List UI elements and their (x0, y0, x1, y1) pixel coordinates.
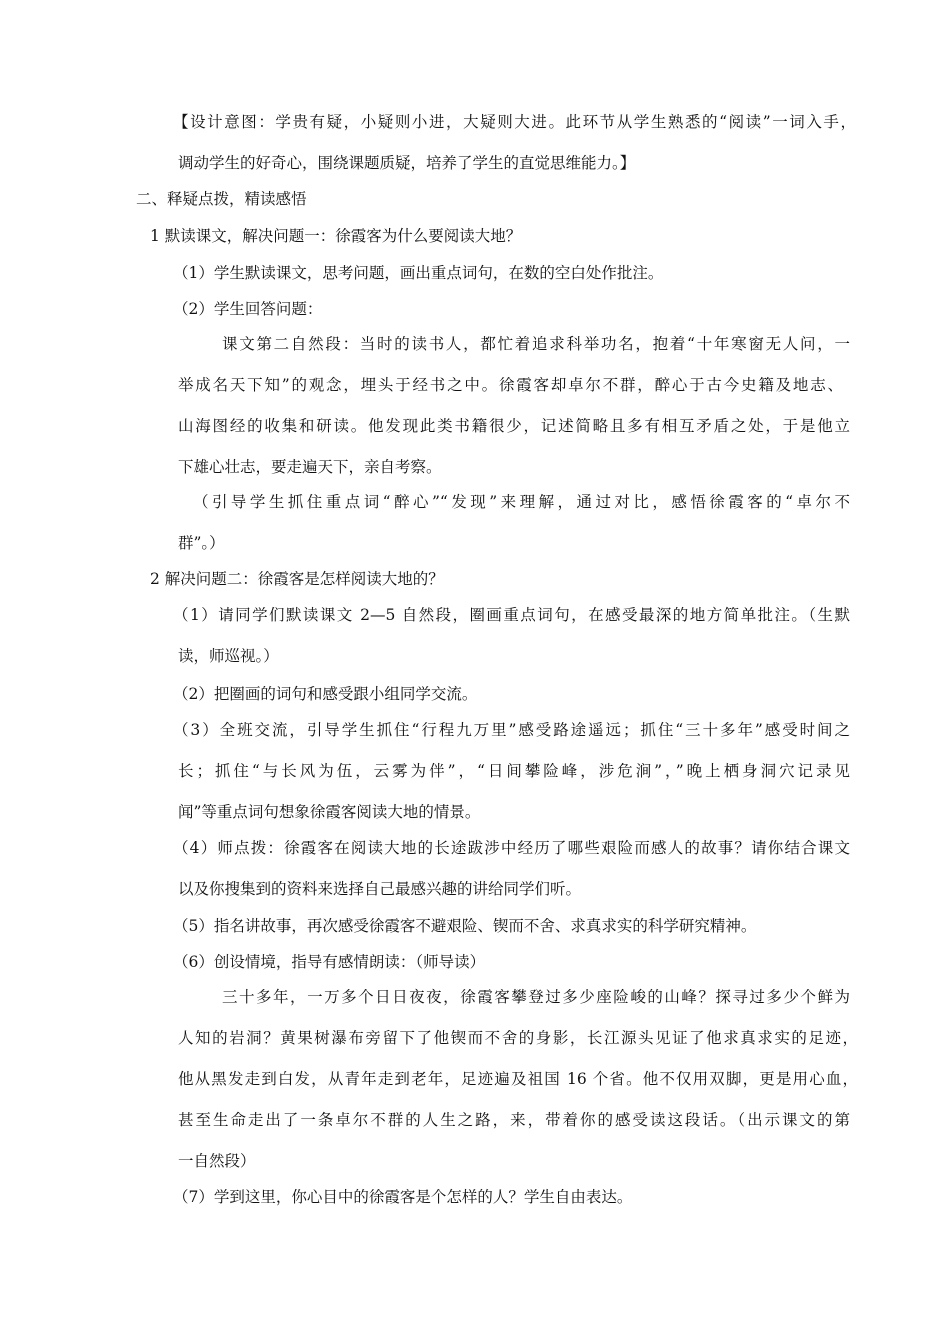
q2-item-4-line-2: 以及你搜集到的资料来选择自己最感兴趣的讲给同学们听。 (178, 880, 582, 898)
q2-item-6: （6）创设情境，指导有感情朗读：（师导读） (173, 953, 486, 971)
reading-line-3: 他从黑发走到白发，从青年走到老年，足迹遍及祖国 16 个省。他不仅用双脚，更是用心血， (178, 1070, 858, 1088)
q2-item-7: （7）学到这里，你心目中的徐霞客是个怎样的人？学生自由表达。 (173, 1188, 633, 1206)
design-intent-line-1: 【设计意图：学贵有疑，小疑则小进，大疑则大进。此环节从学生熟悉的“阅读”一词入手， (173, 113, 856, 131)
q2-item-1-line-1: （1）请同学们默读课文 2—5 自然段，圈画重点词句，在感受最深的地方简单批注。（生默 (173, 606, 850, 624)
section-heading: 二、释疑点拨，精读感悟 (136, 190, 307, 208)
quote-line-2: 举成名天下知”的观念，埋头于经书之中。徐霞客却卓尔不群，醉心于古今史籍及地志、 (178, 376, 843, 394)
quote-line-3: 山海图经的收集和研读。他发现此类书籍很少，记述简略且多有相互矛盾之处，于是他立 (178, 417, 850, 435)
q2-item-3-line-3: 闻”等重点词句想象徐霞客阅读大地的情景。 (178, 803, 481, 821)
reading-line-4: 甚至生命走出了一条卓尔不群的人生之路，来，带着你的感受读这段话。（出示课文的第 (178, 1111, 850, 1129)
question-2-title: 2 解决问题二：徐霞客是怎样阅读大地的？ (150, 570, 444, 588)
q2-item-3-line-1: （3）全班交流，引导学生抓住“行程九万里”感受路途遥远；抓住“三十多年”感受时间之 (173, 721, 850, 739)
q2-item-3-line-2: 长；抓住“与长风为伍，云雾为伴”，“日间攀险峰，涉危涧”，”晚上栖身洞穴记录见 (178, 762, 850, 780)
design-intent-line-2: 调动学生的好奇心，围绕课题质疑，培养了学生的直觉思维能力。】 (178, 154, 636, 172)
q2-item-1-line-2: 读，师巡视。） (178, 647, 279, 665)
reading-line-5: 一自然段） (178, 1152, 256, 1170)
q2-item-5: （5）指名讲故事，再次感受徐霞客不避艰险、锲而不舍、求真求实的科学研究精神。 (173, 917, 757, 935)
q1-item-1: （1）学生默读课文，思考问题，画出重点词句，在数的空白处作批注。 (173, 264, 664, 282)
guide-line-2: 群”。） (178, 534, 225, 552)
question-1-title: 1 默读课文，解决问题一：徐霞客为什么要阅读大地？ (150, 227, 522, 245)
quote-line-4: 下雄心壮志，要走遍天下，亲自考察。 (178, 458, 442, 476)
q2-item-2: （2）把圈画的词句和感受跟小组同学交流。 (173, 685, 478, 703)
q2-item-4-line-1: （4）师点拨：徐霞客在阅读大地的长途跋涉中经历了哪些艰险而感人的故事？请你结合课文 (173, 839, 850, 857)
reading-line-2: 人知的岩洞？黄果树瀑布旁留下了他锲而不舍的身影，长江源头见证了他求真求实的足迹， (178, 1029, 858, 1047)
reading-line-1: 三十多年，一万多个日日夜夜，徐霞客攀登过多少座险峻的山峰？探寻过多少个鲜为 (222, 988, 850, 1006)
q1-item-2: （2）学生回答问题： (173, 300, 323, 318)
quote-line-1: 课文第二自然段：当时的读书人，都忙着追求科举功名，抱着“十年寒窗无人问，一 (222, 335, 850, 353)
guide-line-1: （引导学生抓住重点词“醉心”“发现”来理解，通过对比，感悟徐霞客的“卓尔不 (193, 493, 850, 511)
